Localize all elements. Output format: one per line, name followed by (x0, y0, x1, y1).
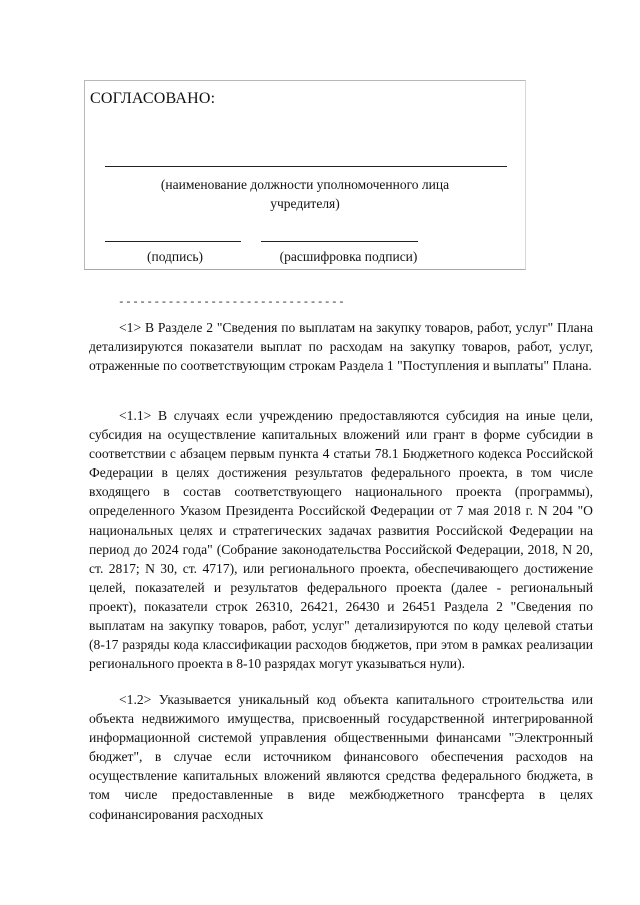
signature-caption: (подпись) (146, 249, 204, 264)
footnote-1-1: <1.1> В случаях если учреждению предоставляются субсидия на иные цели, субсидия на осуществление капитальных вложений или грант в форме субсидии в соответствии с абзацем первым пункта 4 статьи 78.1 Бюджетного кодекса Российской Федерации в целях достижения результатов федерального проекта, в том числе входящего в состав соответствующего национального проекта (программы), определенного Указом Президента Российской Федерации от 7 мая 2018 г. N 204 "О национальных целях и стратегических задачах развития Российской Федерации на период до 2024 года" (Собрание законодательства Российской Федерации, 2018, N 20, ст. 2817; N 30, ст. 4717), или регионального проекта, обеспечивающего достижение целей, показателей и результатов федерального проекта (далее - региональный проект), показатели строк 26310, 26421, 26430 и 26451 Раздела 2 "Сведения по выплатам на закупку товаров, работ, услуг" детализируются по коду целевой статьи (8-17 разряды кода классификации расходов бюджетов, при этом в рамках реализации регионального проекта в 8-10 разрядах могут указываться нули). (89, 408, 593, 672)
footnote-separator: -------------------------------- (118, 297, 346, 309)
footnote-1-2: <1.2> Указывается уникальный код объекта капитального строительства или объекта недвижимого имущества, присвоенный государственной интегрированной информационной системой управления общественными финансами "Электронный бюджет", в случае если источником финансового обеспечения расходов на осуществление капитальных вложений являются средства федерального бюджета, в том числе предоставленные в виде межбюджетного трансферта в целях софинансирования расходных (89, 692, 593, 822)
signature-line (105, 241, 241, 242)
approval-title: СОГЛАСОВАНО: (90, 90, 216, 107)
position-caption: (наименование должности уполномоченного лица учредителя) (160, 177, 450, 211)
name-line (261, 241, 418, 242)
footnote-1: <1> В Разделе 2 "Сведения по выплатам на закупку товаров, работ, услуг" Плана детализируются показатели выплат по расходам на закупку товаров, работ, услуг, отраженные по соответствующим строкам Раздела 1 "Поступления и выплаты" Плана. (89, 320, 593, 374)
name-caption: (расшифровка подписи) (279, 249, 418, 264)
position-line (105, 166, 507, 167)
approval-block (84, 80, 526, 270)
